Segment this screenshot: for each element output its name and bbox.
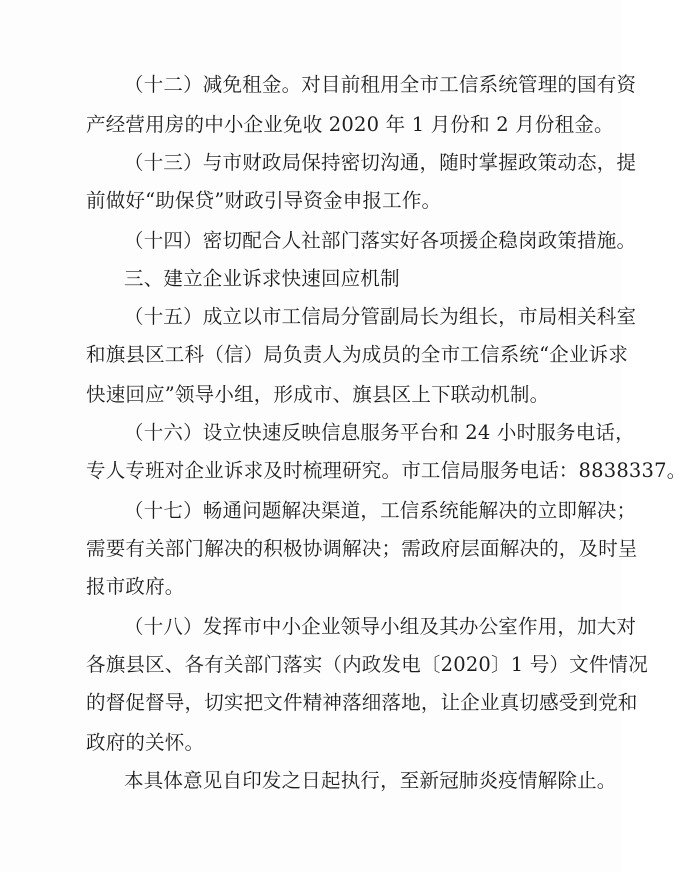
paragraph-15-line-3: 快速回应”领导小组，形成市、旗县区上下联动机制。 (86, 383, 550, 406)
section-heading-3: 三、建立企业诉求快速回应机制 (124, 267, 400, 290)
paragraph-18-line-4: 政府的关怀。 (86, 731, 205, 754)
paragraph-17-line-2: 需要有关部门解决的积极协调解决；需政府层面解决的，及时呈 (86, 537, 638, 560)
paragraph-13-line-2: 前做好“助保贷”财政引导资金申报工作。 (86, 189, 442, 212)
paragraph-18-line-1: （十八）发挥市中小企业领导小组及其办公室作用，加大对 (124, 615, 637, 638)
paragraph-17-line-3: 报市政府。 (86, 575, 185, 598)
paragraph-15-line-2: 和旗县区工科（信）局负责人为成员的全市工信系统“企业诉求 (86, 343, 629, 366)
paragraph-13-line-1: （十三）与市财政局保持密切沟通，随时掌握政策动态，提 (124, 151, 637, 174)
paragraph-12-line-2: 产经营用房的中小企业免收 2020 年 1 月份和 2 月份租金。 (86, 113, 614, 136)
paragraph-17-line-1: （十七）畅通问题解决渠道，工信系统能解决的立即解决； (124, 499, 637, 522)
paragraph-16-line-2: 专人专班对企业诉求及时梳理研究。市工信局服务电话：8838337。 (86, 459, 686, 482)
paragraph-15-line-1: （十五）成立以市工信局分管副局长为组长，市局相关科室 (124, 305, 637, 328)
paragraph-14-line-1: （十四）密切配合人社部门落实好各项援企稳岗政策措施。 (124, 229, 637, 252)
closing-paragraph: 本具体意见自印发之日起执行，至新冠肺炎疫情解除止。 (124, 769, 617, 792)
paragraph-18-line-3: 的督促督导，切实把文件精神落细落地，让企业真切感受到党和 (86, 691, 638, 714)
paragraph-16-line-1: （十六）设立快速反映信息服务平台和 24 小时服务电话， (124, 421, 635, 444)
paragraph-12-line-1: （十二）减免租金。对目前租用全市工信系统管理的国有资 (124, 73, 637, 96)
paragraph-18-line-2: 各旗县区、各有关部门落实（内政发电〔2020〕1 号）文件情况 (86, 653, 648, 676)
